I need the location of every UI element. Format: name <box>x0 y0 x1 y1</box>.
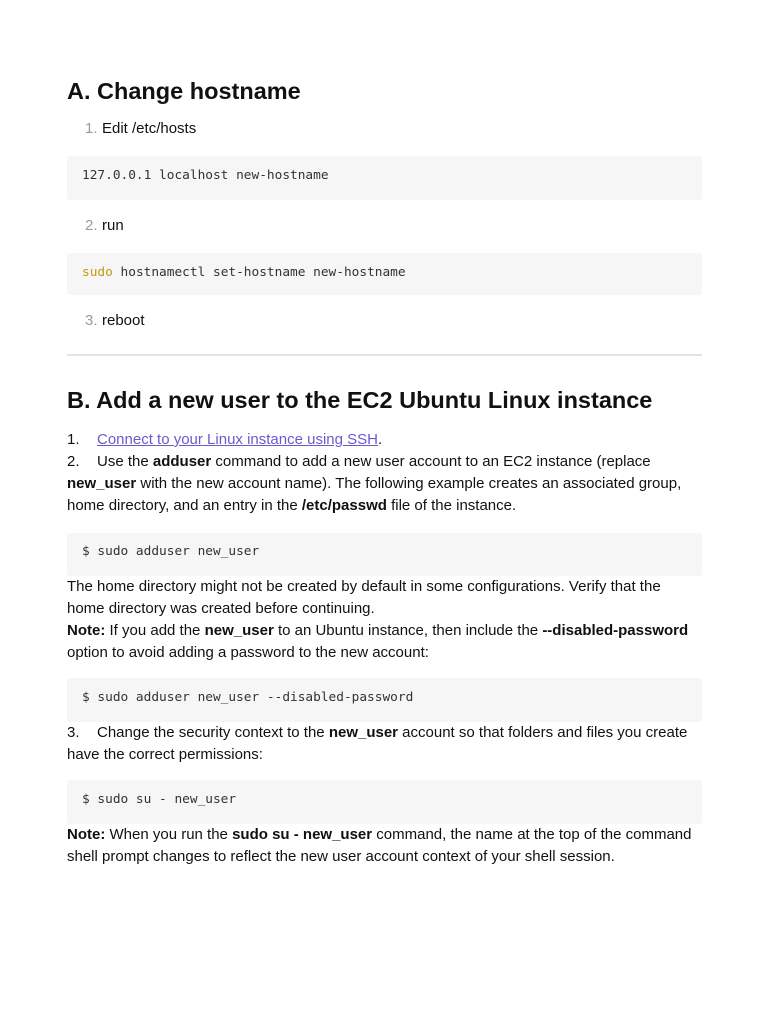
bold-term: /etc/passwd <box>301 497 387 514</box>
code-text: 127.0.0.1 localhost new-hostname <box>82 168 329 183</box>
note-text: If you add the <box>105 622 205 639</box>
note-disabled-password <box>67 620 702 664</box>
code-block-sudo-su[interactable] <box>67 780 702 824</box>
note-text: When you run the <box>105 826 233 843</box>
code-block-adduser-disabled-password[interactable] <box>67 678 702 722</box>
step-text: run <box>102 217 124 234</box>
step-text: command to add a new user account to an EC2 instance (replace <box>211 453 651 470</box>
step-text: Use the <box>97 453 153 470</box>
step-b-1 <box>67 429 702 451</box>
code-block-adduser[interactable] <box>67 533 702 576</box>
ssh-connect-link[interactable]: Connect to your Linux instance using SSH <box>97 431 378 448</box>
code-text: hostnamectl set-hostname new-hostname <box>112 265 406 280</box>
note-label: Note: <box>67 826 106 843</box>
note-sudo-su <box>67 824 702 868</box>
step-b-2 <box>67 451 702 517</box>
code-block-hostnamectl[interactable] <box>67 253 702 295</box>
step-number: 3. <box>85 312 98 329</box>
step-text: with the new account name). The following example creates an associated group, home directory, and an entry in the <box>67 475 682 514</box>
step-number: 3. <box>67 724 80 741</box>
home-directory-paragraph: The home directory might not be created by default in some configurations. Verify that the home directory was created before continuing. <box>67 578 661 617</box>
step-text: Change the security context to the <box>97 724 329 741</box>
step-a-3 <box>67 310 702 332</box>
bold-term: --disabled-password <box>542 622 689 639</box>
step-b-3 <box>67 722 702 766</box>
section-divider <box>67 354 702 356</box>
section-b-heading: B. Add a new user to the EC2 Ubuntu Linux instance <box>67 387 653 413</box>
bold-term: new_user <box>204 622 274 639</box>
code-text: $ sudo adduser new_user <box>82 544 260 559</box>
note-text: option to avoid adding a password to the new account: <box>67 644 429 661</box>
code-keyword: sudo <box>82 265 113 280</box>
code-block-hosts[interactable] <box>67 156 702 200</box>
step-text: Edit /etc/hosts <box>102 120 197 137</box>
bold-term: adduser <box>152 453 212 470</box>
step-number: 1. <box>67 431 80 448</box>
code-text: $ sudo su - new_user <box>82 792 237 807</box>
bold-term: sudo su - new_user <box>232 826 373 843</box>
step-text: reboot <box>102 312 145 329</box>
step-a-2 <box>67 215 702 237</box>
step-number: 2. <box>67 453 80 470</box>
step-text: file of the instance. <box>386 497 517 514</box>
note-text: to an Ubuntu instance, then include the <box>273 622 543 639</box>
bold-term: new_user <box>67 475 137 492</box>
note-label: Note: <box>67 622 106 639</box>
section-a-heading: A. Change hostname <box>67 78 301 104</box>
step-number: 2. <box>85 217 98 234</box>
document-content <box>67 76 702 868</box>
step-text: account so that folders and files you create have the correct permissions: <box>67 724 688 763</box>
code-text: $ sudo adduser new_user --disabled-password <box>82 690 414 705</box>
step-number: 1. <box>85 120 98 137</box>
note-text: command, the name at the top of the command shell prompt changes to reflect the new user account context of your shell session. <box>67 826 692 865</box>
step-text: . <box>378 431 383 448</box>
bold-term: new_user <box>328 724 399 741</box>
step-a-1 <box>67 118 702 140</box>
